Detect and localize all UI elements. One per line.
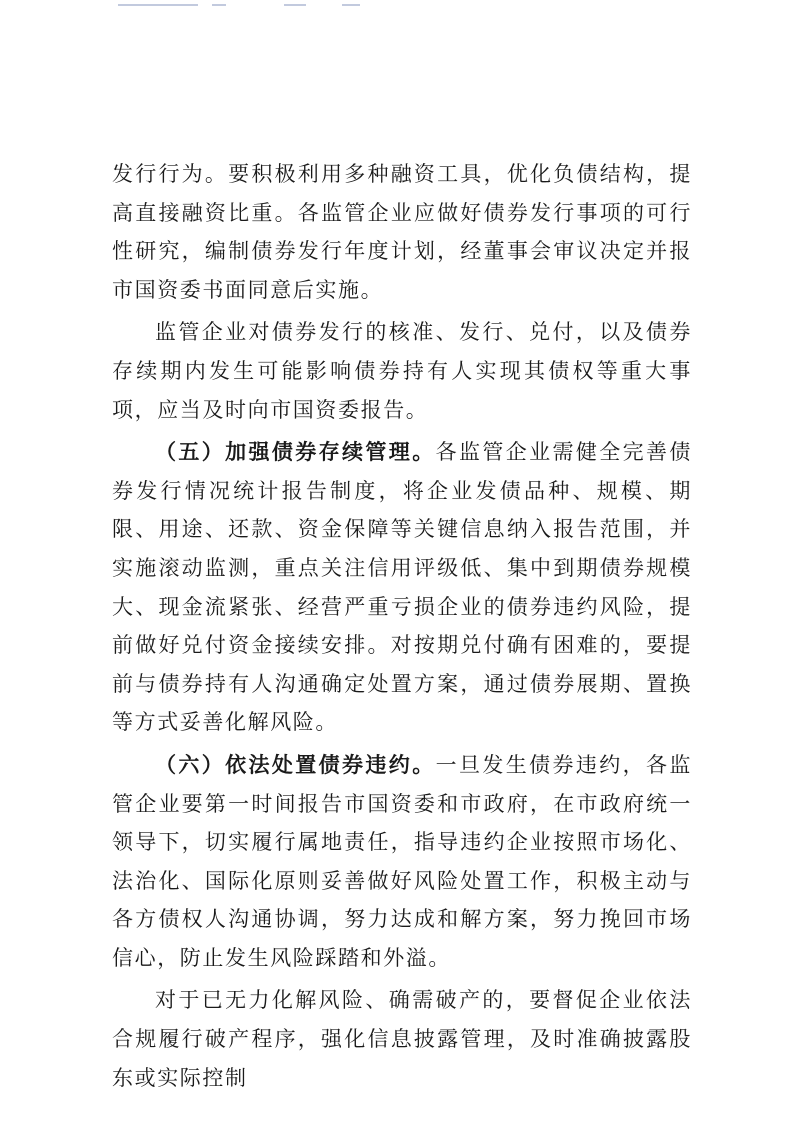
paragraph-text: 一旦发生债券违约，各监管企业要第一时间报告市国资委和市政府，在市政府统一领导下，切实履行属地责任，指导违约企业按照市场化、法治化、国际化原则妥善做好风险处置工作，积极主动与各方债权人沟通协调，努力达成和解方案，努力挽回市场信心，防止发生风险踩踏和外溢。 xyxy=(112,752,692,970)
paragraph-section-five xyxy=(112,433,692,742)
scan-mark xyxy=(342,4,360,6)
section-heading: （六）依法处置债券违约。 xyxy=(155,751,436,777)
scan-edge-marks xyxy=(0,0,792,12)
paragraph-text: 对于已无力化解风险、确需破产的，要督促企业依法合规履行破产程序，强化信息披露管理，及时准确披露股东或实际控制 xyxy=(112,988,692,1090)
scan-mark xyxy=(118,4,198,6)
paragraph-text: 各监管企业需健全完善债券发行情况统计报告制度，将企业发债品种、规模、期限、用途、还款、资金保障等关键信息纳入报告范围，并实施滚动监测，重点关注信用评级低、集中到期债券规模大、现金流紧张、经营严重亏损企业的债券违约风险，提前做好兑付资金接续安排。对按期兑付确有困难的，要提前与债券持有人沟通确定处置方案，通过债券展期、置换等方式妥善化解风险。 xyxy=(112,440,692,735)
scan-mark xyxy=(212,4,226,6)
paragraph-text: 监管企业对债券发行的核准、发行、兑付，以及债券存续期内发生可能影响债券持有人实现其债权等重大事项，应当及时向市国资委报告。 xyxy=(112,320,692,422)
document-body xyxy=(112,155,692,1097)
paragraph-bond-reporting xyxy=(112,313,692,429)
paragraph-section-six xyxy=(112,746,692,978)
scan-mark xyxy=(284,4,306,6)
paragraph-continuation xyxy=(112,155,692,309)
paragraph-bankruptcy xyxy=(112,981,692,1097)
section-heading: （五）加强债券存续管理。 xyxy=(155,439,436,465)
paragraph-text: 发行行为。要积极利用多种融资工具，优化负债结构，提高直接融资比重。各监管企业应做好债券发行事项的可行性研究，编制债券发行年度计划，经董事会审议决定并报市国资委书面同意后实施。 xyxy=(112,162,692,302)
